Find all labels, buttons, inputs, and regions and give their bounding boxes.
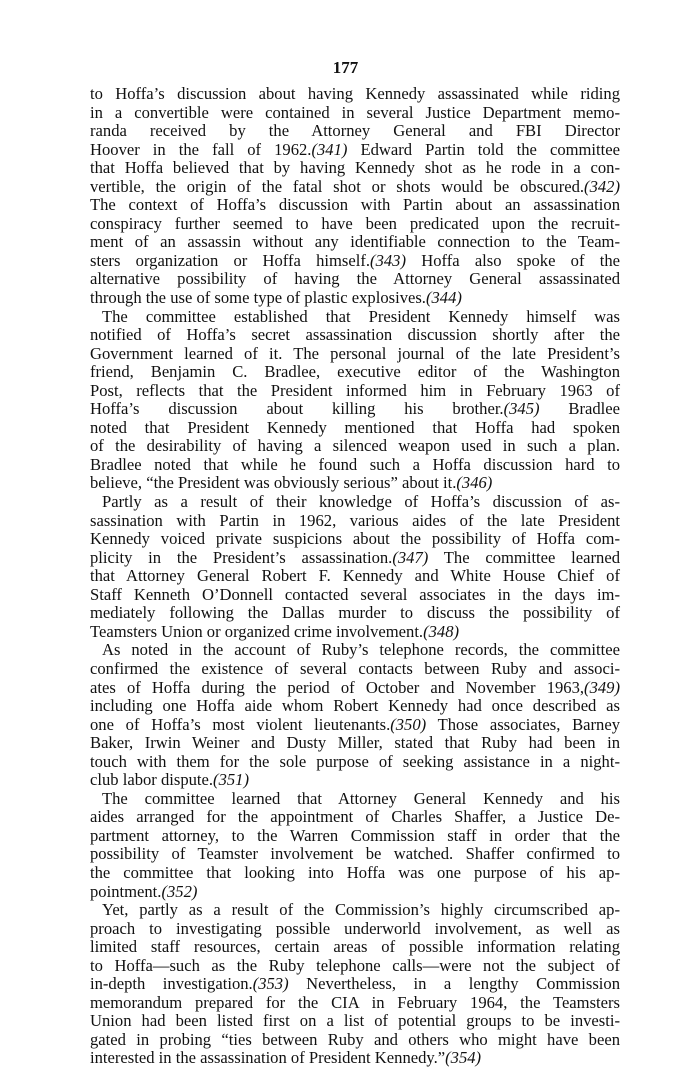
text-line: proach to investigating possible underworld involvement, as well as (90, 918, 620, 938)
text-line: Teamsters Union or organized crime involvement.(348) (90, 621, 460, 641)
text-line: As noted in the account of Ruby’s telephone records, the committee (102, 640, 620, 660)
footnote-reference: (341) (311, 139, 348, 159)
text-line: including one Hoffa aide whom Robert Kennedy had once described as (90, 696, 620, 716)
text-line: The context of Hoffa’s discussion with Partin about an assassination (90, 195, 620, 215)
text-line: of the desirability of having a silenced weapon used in such a plan. (90, 436, 620, 456)
text-line: Yet, partly as a result of the Commission’s highly circumscribed ap- (102, 900, 620, 920)
text-line: alternative possibility of having the Attorney General assassinated (90, 269, 620, 289)
text-line: that Hoffa believed that by having Kennedy shot as he rode in a con- (90, 158, 620, 178)
text-line: gated in probing “ties between Ruby and others who might have been (90, 1029, 620, 1049)
text-line: to Hoffa’s discussion about having Kennedy assassinated while riding (90, 84, 620, 103)
text-line: plicity in the President’s assassination.(347) The committee learned (90, 547, 621, 567)
text-line: ates of Hoffa during the period of October and November 1963,(349) (90, 677, 620, 697)
footnote-reference: (344) (425, 288, 462, 308)
text-line: aides arranged for the appointment of Charles Shaffer, a Justice De- (90, 807, 620, 827)
paragraph (90, 308, 620, 493)
text-line: pointment.(352) (90, 881, 198, 901)
text-line: ment of an assassin without any identifiable connection to the Team- (90, 232, 620, 252)
text-line: Union had been listed first on a list of potential groups to be investi- (90, 1011, 620, 1031)
paragraph (90, 493, 620, 641)
text-line: Bradlee noted that while he found such a Hoffa discussion hard to (90, 454, 620, 474)
footnote-reference: (345) (503, 399, 540, 419)
paragraph (90, 790, 620, 901)
footnote-reference: (351) (213, 770, 249, 790)
text-line: The committee learned that Attorney General Kennedy and his (102, 788, 620, 808)
footnote-reference: (347) (392, 547, 429, 567)
text-line: Post, reflects that the President informed him in February 1963 of (90, 380, 620, 400)
footnote-reference: (343) (370, 250, 406, 270)
text-line: Hoffa’s discussion about killing his brother.(345) Bradlee (90, 399, 620, 419)
text-line: in a convertible were contained in several Justice Department memo- (90, 102, 620, 122)
text-line: randa received by the Attorney General and FBI Director (90, 121, 620, 141)
text-line: through the use of some type of plastic explosives.(344) (90, 288, 462, 308)
text-line: one of Hoffa’s most violent lieutenants.(350) Those associates, Barney (90, 714, 620, 734)
text-line: that Attorney General Robert F. Kennedy and White House Chief of (90, 566, 620, 586)
text-line: in-depth investigation.(353) Nevertheless, in a lengthy Commission (90, 974, 620, 994)
text-line: the committee that looking into Hoffa was one purpose of his ap- (90, 862, 620, 882)
footnote-reference: (354) (445, 1048, 482, 1068)
footnote-reference: (342) (584, 176, 620, 196)
text-line: club labor dispute.(351) (90, 770, 249, 790)
text-line: notified of Hoffa’s secret assassination discussion shortly after the (90, 325, 620, 345)
text-line: interested in the assassination of President Kennedy.”(354) (90, 1048, 482, 1068)
text-line: possibility of Teamster involvement be watched. Shaffer confirmed to (90, 844, 620, 864)
text-line: Partly as a result of their knowledge of Hoffa’s discussion of as- (102, 492, 620, 512)
text-line: sassination with Partin in 1962, various aides of the late President (90, 510, 620, 530)
text-line: confirmed the existence of several contacts between Ruby and associ- (90, 658, 620, 678)
footnote-reference: (353) (252, 974, 289, 994)
text-line: The committee established that President Kennedy himself was (102, 306, 620, 326)
text-line: touch with them for the sole purpose of seeking assistance in a night- (90, 751, 620, 771)
text-line: Baker, Irwin Weiner and Dusty Miller, stated that Ruby had been in (90, 733, 620, 753)
text-line: Government learned of it. The personal journal of the late President’s (90, 343, 620, 363)
paragraph (90, 641, 620, 789)
text-line: Kennedy voiced private suspicions about the possibility of Hoffa com- (90, 529, 620, 549)
text-line: limited staff resources, certain areas of possible information relating (90, 937, 620, 957)
footnote-reference: (349) (584, 677, 620, 697)
text-line: believe, “the President was obviously serious” about it.(346) (90, 473, 493, 493)
text-line: partment attorney, to the Warren Commission staff in order that the (90, 825, 620, 845)
text-line: memorandum prepared for the CIA in February 1964, the Teamsters (90, 992, 620, 1012)
paragraph (90, 901, 620, 1068)
text-line: friend, Benjamin C. Bradlee, executive editor of the Washington (90, 362, 620, 382)
text-line: conspiracy further seemed to have been predicated upon the recruit- (90, 213, 620, 233)
text-line: vertible, the origin of the fatal shot or shots would be obscured.(342) (90, 176, 620, 196)
footnote-reference: (352) (161, 881, 198, 901)
text-line: sters organization or Hoffa himself.(343) Hoffa also spoke of the (90, 250, 620, 270)
page-number: 177 (332, 58, 359, 77)
paragraph (90, 85, 620, 308)
footnote-reference: (346) (456, 473, 493, 493)
text-line: to Hoffa—such as the Ruby telephone calls—were not the subject of (90, 955, 620, 975)
text-line: noted that President Kennedy mentioned that Hoffa had spoken (90, 417, 620, 437)
text-line: mediately following the Dallas murder to discuss the possibility of (90, 603, 620, 623)
body-text (90, 85, 620, 1068)
text-line: Staff Kenneth O’Donnell contacted several associates in the days im- (90, 584, 620, 604)
text-line: Hoover in the fall of 1962.(341) Edward Partin told the committee (90, 139, 620, 159)
footnote-reference: (348) (423, 621, 460, 641)
footnote-reference: (350) (390, 714, 427, 734)
